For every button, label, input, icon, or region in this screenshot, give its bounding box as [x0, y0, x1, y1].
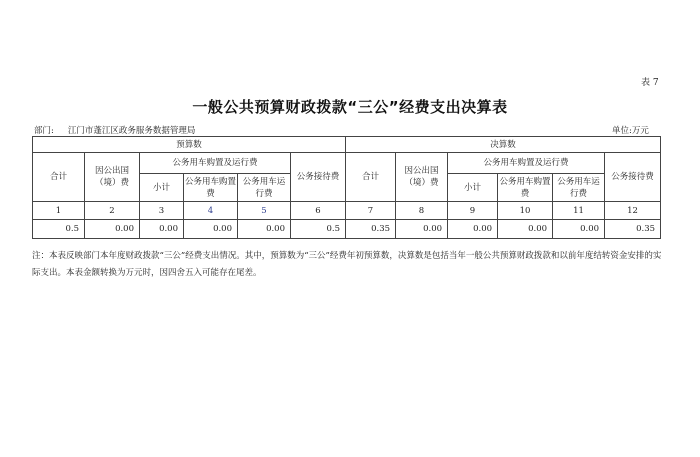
department-name: 江门市蓬江区政务服务数据管理局: [67, 126, 196, 136]
section-header-row: [33, 137, 661, 153]
index-cell: 5: [238, 202, 291, 220]
index-cell: 6: [291, 202, 346, 220]
three-public-expense-table: [32, 136, 661, 239]
index-cell: 1: [33, 202, 85, 220]
footnote: 注：本表反映部门本年度财政拨款“三公”经费支出情况。其中，预算数为“三公”经费年初预算数，决算数是包括当年一般公共预算财政拨款和以前年度结转资金安排的实际支出。本表金额转换为万元时，因四舍五入可能存在尾差。: [32, 251, 662, 278]
value-budget-subtotal: 0.00: [140, 220, 184, 239]
header-budget-total: 合计: [33, 153, 85, 202]
index-cell: 10: [498, 202, 553, 220]
index-cell: 7: [346, 202, 396, 220]
value-budget-reception: 0.5: [291, 220, 346, 239]
table-number: 表 7: [641, 78, 659, 88]
department-label: 部门:: [34, 126, 54, 136]
header-final-subtotal: 小计: [448, 174, 498, 202]
unit-label: 单位:万元: [612, 126, 649, 136]
header-budget-operation: 公务用车运行费: [238, 174, 291, 202]
index-cell: 3: [140, 202, 184, 220]
header-budget-reception: 公务接待费: [291, 153, 346, 202]
index-cell: 12: [605, 202, 661, 220]
value-budget-abroad: 0.00: [85, 220, 140, 239]
header-budget-subtotal: 小计: [140, 174, 184, 202]
value-budget-purchase: 0.00: [184, 220, 238, 239]
index-cell: 2: [85, 202, 140, 220]
index-cell: 8: [396, 202, 448, 220]
value-final-operation: 0.00: [553, 220, 605, 239]
page-title: 一般公共预算财政拨款“三公”经费支出决算表: [192, 98, 508, 116]
column-group-row: [33, 153, 661, 174]
header-budget-abroad: 因公出国（境）费: [85, 153, 140, 202]
index-cell: 4: [184, 202, 238, 220]
value-final-subtotal: 0.00: [448, 220, 498, 239]
value-budget-operation: 0.00: [238, 220, 291, 239]
section-budget: 预算数: [33, 137, 346, 153]
index-cell: 11: [553, 202, 605, 220]
value-budget-total: 0.5: [33, 220, 85, 239]
department-info: [34, 124, 209, 136]
index-cell: 9: [448, 202, 498, 220]
header-final-abroad: 因公出国（境）费: [396, 153, 448, 202]
header-budget-vehicle-group: 公务用车购置及运行费: [140, 153, 291, 174]
value-final-reception: 0.35: [605, 220, 661, 239]
value-row: [33, 220, 661, 239]
index-row: [33, 202, 661, 220]
section-final: 决算数: [346, 137, 661, 153]
header-final-purchase: 公务用车购置费: [498, 174, 553, 202]
value-final-purchase: 0.00: [498, 220, 553, 239]
header-budget-purchase: 公务用车购置费: [184, 174, 238, 202]
header-final-total: 合计: [346, 153, 396, 202]
header-final-operation: 公务用车运行费: [553, 174, 605, 202]
header-final-vehicle-group: 公务用车购置及运行费: [448, 153, 605, 174]
value-final-total: 0.35: [346, 220, 396, 239]
value-final-abroad: 0.00: [396, 220, 448, 239]
header-final-reception: 公务接待费: [605, 153, 661, 202]
